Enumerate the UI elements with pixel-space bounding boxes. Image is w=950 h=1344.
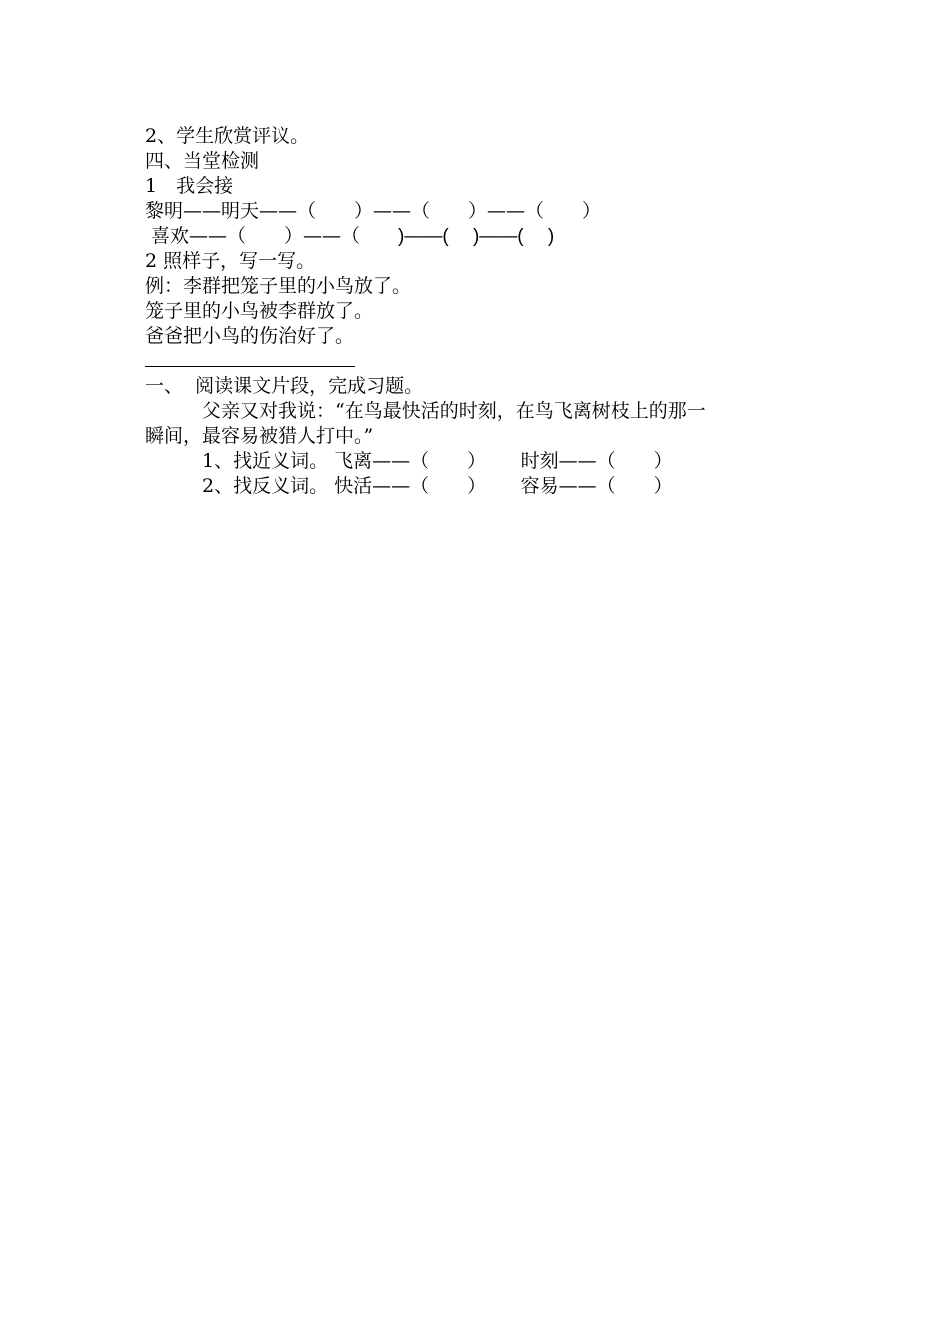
section-4-heading: 四、当堂检测 <box>145 150 260 172</box>
example-sentence: 例：李群把笼子里的小鸟放了。 <box>145 275 412 297</box>
exercise-2-heading: 2 照样子，写一写。 <box>145 250 316 272</box>
passage-line-2: 瞬间，最容易被猎人打中。” <box>145 425 374 447</box>
example-answer: 笼子里的小鸟被李群放了。 <box>145 300 374 322</box>
practice-sentence: 爸爸把小鸟的伤治好了。 <box>145 325 355 347</box>
word-chain-xihuan-part2: )——( )——( ) <box>398 226 555 247</box>
passage-line-1: 父亲又对我说：“在鸟最快活的时刻，在鸟飞离树枝上的那一 <box>145 400 706 422</box>
answer-blank-line <box>145 366 355 367</box>
word-chain-xihuan-part1: 喜欢——（ ）——（ <box>145 225 399 247</box>
word-chain-xihuan <box>145 224 554 249</box>
antonym-exercise: 2、找反义词。 快活——（ ） 容易——（ ） <box>145 475 673 497</box>
step-2-appreciation: 2、学生欣赏评议。 <box>145 125 310 147</box>
word-chain-liming: 黎明——明天——（ ）——（ ）——（ ） <box>145 200 602 222</box>
synonym-exercise: 1、找近义词。 飞离——（ ） 时刻——（ ） <box>145 450 673 472</box>
reading-section-heading: 一、 阅读课文片段，完成习题。 <box>145 375 424 397</box>
exercise-1-heading: 1 我会接 <box>145 175 234 197</box>
